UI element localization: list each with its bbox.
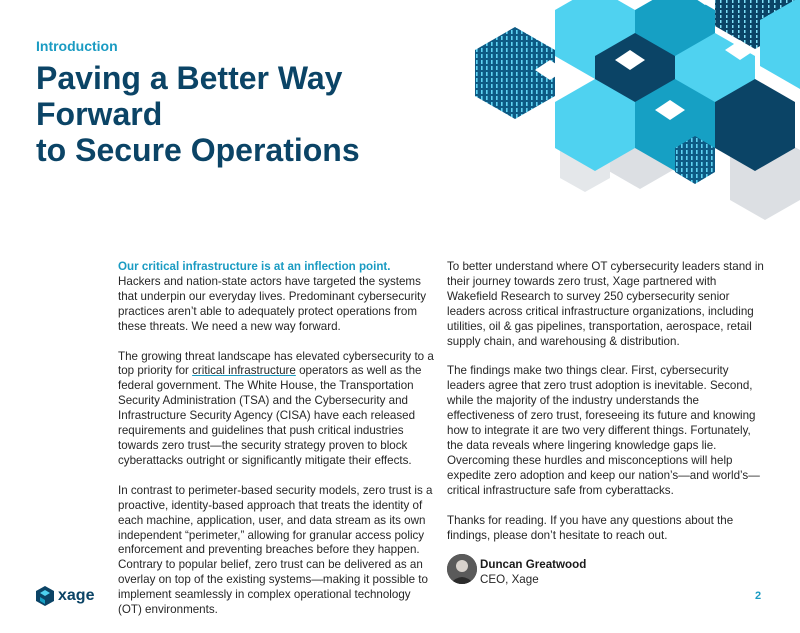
right-paragraph-1: To better understand where OT cybersecurity leaders stand in their journey towards zero trust, Xage partnered with Wakefield Research to survey 250 cybersecurity senior leaders across critical infrastructure organizations, including utilities, oil & gas pipelines, transportation, aerospace, retail supply chain, and warehousing & distribution. <box>447 260 764 348</box>
page-title-line-1: Paving a Better Way Forward <box>36 60 343 132</box>
signature-block <box>447 554 767 590</box>
right-paragraph-2: The findings make two things clear. First, cybersecurity leaders agree that zero trust adoption is inevitable. Second, while the majority of the industry understands the effectiveness of zero trust, foreseeing its future and knowing how to integrate it are two very different things. Fortunately, the data reveals where lingering knowledge gaps lie. Overcoming these hurdles and misconceptions will help expedite zero adoption and keep our nation’s—and world’s—critical infrastructure safe from cyberattacks. <box>447 364 760 497</box>
signature-role: CEO, Xage <box>480 573 539 586</box>
left-paragraph-3: In contrast to perimeter-based security models, zero trust is a proactive, identity-based approach that treats the identity of each machine, application, user, and data stream as its own independent “perimeter,” allowing for granular access policy enforcement and preventing breaches before they happen. Contrary to popular belief, zero trust can be delivered as an overlay on top of the existing systems—making it possible to implement seamlessly in complex operational technology (OT) environments. <box>118 483 433 617</box>
lead-sentence: Our critical infrastructure is at an inflection point. <box>118 260 391 273</box>
section-label: Introduction <box>36 38 118 54</box>
avatar <box>447 554 477 584</box>
hexagon-pattern-graphic <box>460 0 800 240</box>
left-column <box>118 260 436 633</box>
person-icon <box>447 554 477 584</box>
xage-logo <box>36 585 126 607</box>
right-column <box>447 260 765 558</box>
page-title <box>36 60 476 168</box>
right-paragraph-3: Thanks for reading. If you have any questions about the findings, please don’t hesitate to reach out. <box>447 513 734 542</box>
left-paragraph-1-text: Hackers and nation-state actors have targeted the systems that underpin our everyday lives. Predominant cybersecurity practices aren’t able to adequately protect operations from these threats. We need a new way forward. <box>118 274 427 333</box>
xage-logo-text: xage <box>58 587 95 604</box>
left-paragraph-2-text-b: operators as well as the federal government. The White House, the Transportation Security Administration (TSA) and the Cybersecurity and Infrastructure Security Agency (CISA) have each released requirements and guidelines that push critical industries towards zero trust—the security strategy proven to block cyberattacks outright or significantly mitigate their effects. <box>118 364 422 467</box>
signature-name: Duncan Greatwood <box>480 558 587 571</box>
critical-infrastructure-link[interactable]: critical infrastructure <box>192 364 296 378</box>
left-paragraph-2 <box>118 350 436 469</box>
left-paragraph-2-text-a: The growing threat landscape has elevated cybersecurity to a top priority for <box>118 349 434 378</box>
xage-logo-icon <box>36 586 54 606</box>
page-number: 2 <box>755 590 762 602</box>
left-paragraph-1 <box>118 260 436 335</box>
page-title-line-2: to Secure Operations <box>36 132 360 168</box>
